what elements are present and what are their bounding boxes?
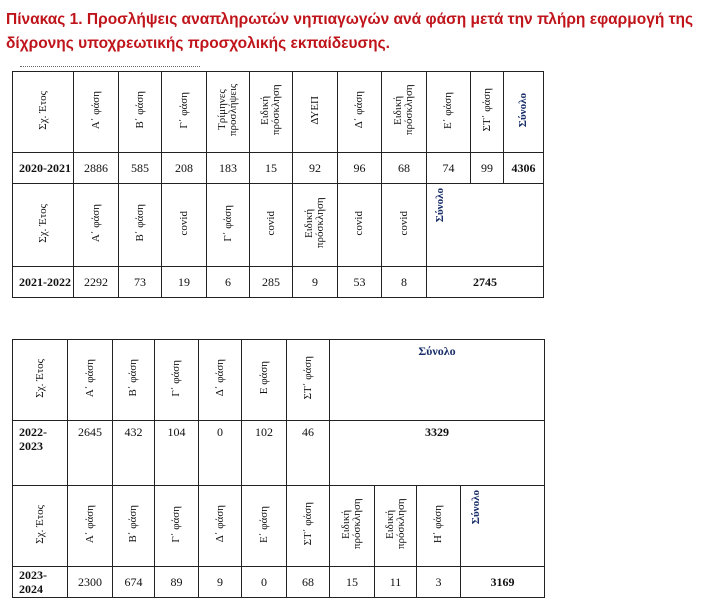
- col-header: ΣΤ΄ φάση: [287, 486, 330, 567]
- value-cell: 2886: [74, 153, 119, 184]
- value-cell: 104: [155, 421, 199, 486]
- total-cell: 3329: [330, 421, 545, 486]
- col-header: Ειδική πρόσκληση: [382, 72, 427, 153]
- value-cell: 432: [113, 421, 155, 486]
- value-cell: 0: [199, 421, 242, 486]
- year-header: Σχ. Έτος: [13, 72, 74, 153]
- total-cell: 2745: [427, 267, 544, 298]
- total-header: Σύνολο: [330, 340, 545, 421]
- table-2020-2022: [12, 71, 544, 298]
- col-header: Δ΄ φάση: [338, 72, 382, 153]
- col-header: Β΄ φάση: [119, 184, 162, 267]
- col-header: covid: [162, 184, 207, 267]
- header-row-2022-2023: [13, 340, 545, 421]
- value-cell: 9: [293, 267, 338, 298]
- col-header: Δ΄ φάση: [199, 340, 242, 421]
- col-header: Β΄ φάση: [113, 340, 155, 421]
- value-cell: 0: [242, 567, 287, 598]
- col-header: ΔΥΕΠ: [293, 72, 338, 153]
- col-header: Ειδική πρόσκληση: [293, 184, 338, 267]
- col-header: Γ΄ φάση: [155, 486, 199, 567]
- table-row: [13, 421, 545, 486]
- col-header: Ε΄ φάση: [242, 486, 287, 567]
- col-header: covid: [250, 184, 293, 267]
- value-cell: 96: [338, 153, 382, 184]
- value-cell: 89: [155, 567, 199, 598]
- value-cell: 11: [375, 567, 417, 598]
- header-row-2021-2022: [13, 184, 544, 267]
- total-header: Σύνολο: [504, 72, 544, 153]
- col-header: ΣΤ΄ φάση: [471, 72, 504, 153]
- col-header: Γ΄ φάση: [155, 340, 199, 421]
- value-cell: 92: [293, 153, 338, 184]
- total-header: Σύνολο: [427, 184, 544, 267]
- value-cell: 74: [427, 153, 471, 184]
- total-cell: 4306: [504, 153, 544, 184]
- year-header: Σχ. Έτος: [13, 184, 74, 267]
- value-cell: 2292: [74, 267, 119, 298]
- value-cell: 99: [471, 153, 504, 184]
- col-header: Α΄ φάση: [74, 184, 119, 267]
- col-header: Ε φάση: [242, 340, 287, 421]
- col-header: Γ΄ φάση: [207, 184, 250, 267]
- value-cell: 3: [417, 567, 461, 598]
- value-cell: 2645: [68, 421, 113, 486]
- table-row: [13, 153, 544, 184]
- value-cell: 585: [119, 153, 162, 184]
- col-header: ΣΤ΄ φάση: [287, 340, 330, 421]
- table-row: [13, 267, 544, 298]
- year-cell: 2022-2023: [13, 421, 68, 486]
- value-cell: 53: [338, 267, 382, 298]
- col-header: Ε΄ φάση: [427, 72, 471, 153]
- year-cell: 2020-2021: [13, 153, 74, 184]
- col-header: Ειδική πρόσκληση: [250, 72, 293, 153]
- total-header: Σύνολο: [461, 486, 545, 567]
- col-header: Β΄ φάση: [119, 72, 162, 153]
- year-cell: 2023-2024: [13, 567, 68, 598]
- col-header: Η΄ φάση: [417, 486, 461, 567]
- col-header: covid: [382, 184, 427, 267]
- header-row-2023-2024: [13, 486, 545, 567]
- table-2022-2024: [12, 339, 545, 598]
- value-cell: 2300: [68, 567, 113, 598]
- value-cell: 674: [113, 567, 155, 598]
- value-cell: 9: [199, 567, 242, 598]
- value-cell: 285: [250, 267, 293, 298]
- total-cell: 3169: [461, 567, 545, 598]
- col-header: Γ΄ φάση: [162, 72, 207, 153]
- col-header: Α΄ φάση: [68, 486, 113, 567]
- value-cell: 6: [207, 267, 250, 298]
- table-caption: Πίνακας 1. Προσλήψεις αναπληρωτών νηπιαγωγών ανά φάση μετά την πλήρη εφαρμογή της δίχρονης υποχρεωτικής προσχολικής εκπαίδευσης.: [6, 11, 694, 52]
- value-cell: 15: [250, 153, 293, 184]
- value-cell: 73: [119, 267, 162, 298]
- col-header: Β΄ φάση: [113, 486, 155, 567]
- value-cell: 183: [207, 153, 250, 184]
- value-cell: 68: [382, 153, 427, 184]
- value-cell: 102: [242, 421, 287, 486]
- value-cell: 8: [382, 267, 427, 298]
- value-cell: 208: [162, 153, 207, 184]
- year-cell: 2021-2022: [13, 267, 74, 298]
- col-header: Α΄ φάση: [68, 340, 113, 421]
- col-header: Α΄ φάση: [74, 72, 119, 153]
- header-row-2020-2021: [13, 72, 544, 153]
- value-cell: 68: [287, 567, 330, 598]
- col-header: Δ΄ φάση: [199, 486, 242, 567]
- col-header: Ειδική πρόσκληση: [330, 486, 375, 567]
- col-header: covid: [338, 184, 382, 267]
- col-header: Τρίμηνες προσλήψεις: [207, 72, 250, 153]
- year-header: Σχ. Έτος: [13, 340, 68, 421]
- value-cell: 15: [330, 567, 375, 598]
- value-cell: 46: [287, 421, 330, 486]
- value-cell: 19: [162, 267, 207, 298]
- year-header: Σχ. Έτος: [13, 486, 68, 567]
- col-header: Ειδική πρόσκληση: [375, 486, 417, 567]
